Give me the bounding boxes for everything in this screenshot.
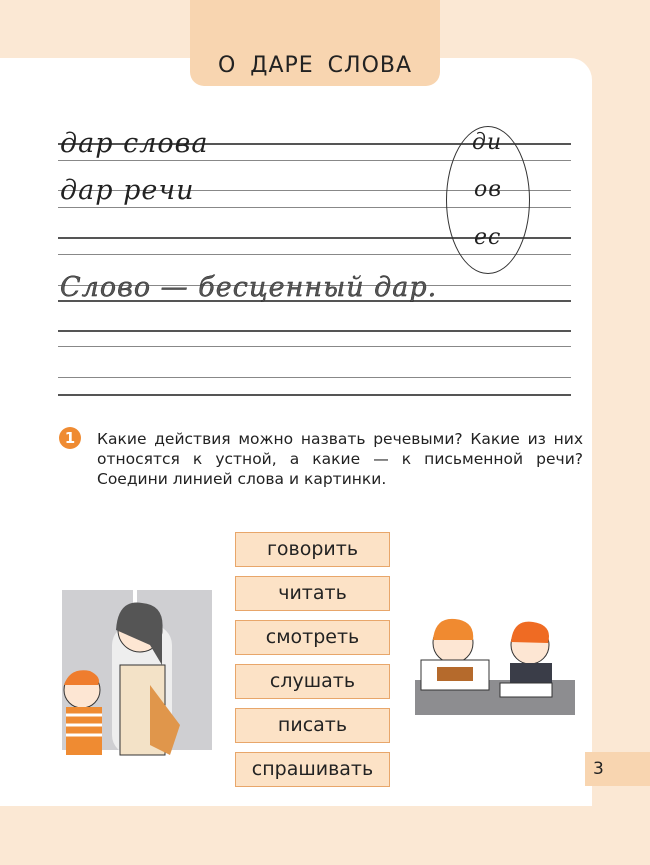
cursive-line-2: дар речи [60,175,195,206]
word-card[interactable]: читать [235,576,390,611]
word-card[interactable]: говорить [235,532,390,567]
task-text: Какие действия можно назвать речевыми? Какие из них относятся к устной, а какие — к письменной речи? Соедини линией слова и картинки. [97,430,583,488]
word-card[interactable]: смотреть [235,620,390,655]
task-number-badge: 1 [59,427,81,449]
oval-letter: ов [474,177,503,202]
word-card[interactable]: спрашивать [235,752,390,787]
oval-letter: ди [472,130,503,155]
word-card[interactable]: слушать [235,664,390,699]
page-number: 3 [585,752,650,786]
cursive-line-1: дар слова [60,128,209,159]
page-title: О ДАРЕ СЛОВА [217,53,413,78]
children-reading-writing-illustration[interactable] [415,605,575,725]
oval-letter: ес [474,225,502,250]
header-tab [190,0,440,86]
word-card[interactable]: писать [235,708,390,743]
trace-line: Слово — бесценный дар. [60,272,438,303]
mother-daughter-illustration[interactable] [50,585,220,775]
